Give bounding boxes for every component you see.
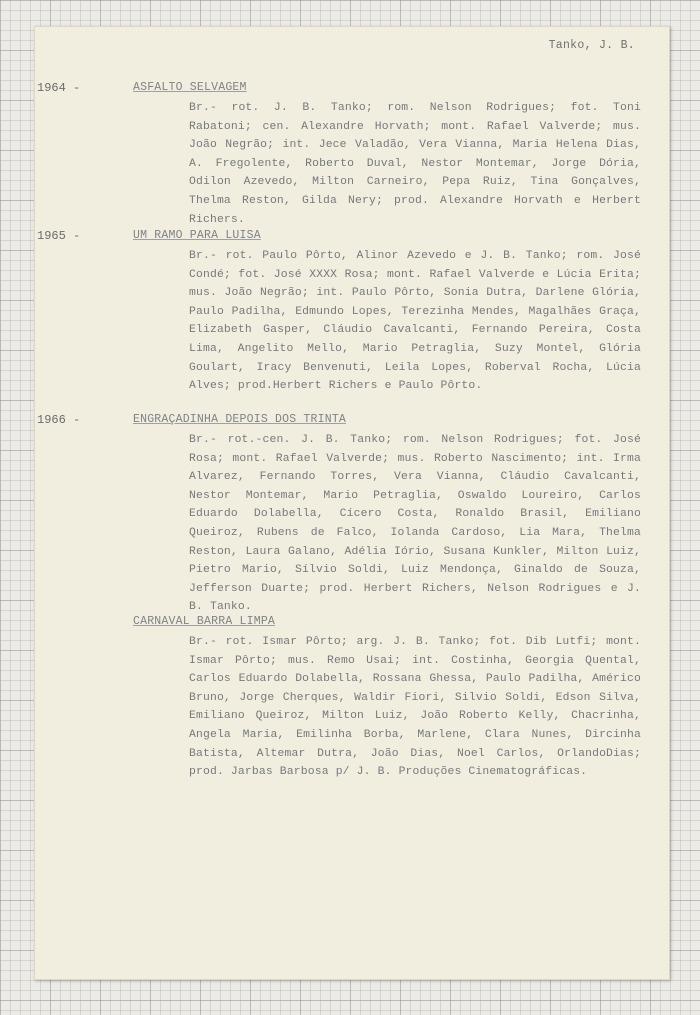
entry-year: 1965 -	[37, 229, 81, 243]
entry-year: 1964 -	[37, 81, 81, 95]
page-header-name: Tanko, J. B.	[548, 39, 635, 52]
entry-credits: Br.- rot. Ismar Pôrto; arg. J. B. Tanko; fot. Dib Lutfi; mont. Ismar Pôrto; mus. Remo Usai; int. Costinha, Georgia Quental, Carlos Eduardo Dolabella, Rossana Ghessa, Paulo Padilha, Américo Bruno, Jorge Cherques, Waldir Fiori, Silvio Soldi, Edson Silva, Emiliano Queiroz, Milton Luiz, João Roberto Kelly, Chacrinha, Angela Maria, Emilinha Borba, Marlene, Clara Nunes, Dircinha Batista, Altemar Dutra, João Dias, Noel Carlos, OrlandoDias; prod. Jarbas Barbosa p/ J. B. Produções Cinematográficas.	[189, 636, 641, 779]
entry-title: CARNAVAL BARRA LIMPA	[133, 615, 276, 628]
entry-credits: Br.- rot. Paulo Pôrto, Alinor Azevedo e J. B. Tanko; rom. José Condé; fot. José XXXX Rosa; mont. Rafael Valverde e Lúcia Erita; mus. João Negrão; int. Paulo Pôrto, Sonia Dutra, Darlene Glória, Paulo Padilha, Edmundo Lopes, Terezinha Mendes, Magalhães Graça, Elizabeth Gasper, Cláudio Cavalcanti, Fernando Pereira, Costa Lima, Angelito Mello, Mario Petraglia, Suzy Montel, Glória Goulart, Iracy Benvenuti, Leila Lopes, Roberval Rocha, Lúcia Alves; prod.Herbert Richers e Paulo Pôrto.	[189, 250, 641, 393]
filmography-entry	[37, 227, 643, 396]
entry-credits: Br.- rot. J. B. Tanko; rom. Nelson Rodrigues; fot. Toni Rabatoni; cen. Alexandre Horvath; mont. Rafael Valverde; mus. João Negrão; int. Jece Valadão, Vera Vianna, Maria Helena Dias, A. Fregolente, Roberto Duval, Nestor Montemar, Jorge Dória, Odilon Azevedo, Milton Carneiro, Pepa Ruiz, Tina Gonçalves, Thelma Reston, Gilda Nery; prod. Alexandre Horvath e Herbert Richers.	[189, 102, 641, 226]
entry-credits: Br.- rot.-cen. J. B. Tanko; rom. Nelson Rodrigues; fot. José Rosa; mont. Rafael Valverde; mus. Roberto Nascimento; int. Irma Alvarez, Fernando Torres, Vera Vianna, Cláudio Cavalcanti, Nestor Montemar, Mario Petraglia, Oswaldo Loureiro, Carlos Eduardo Dolabella, Cícero Costa, Ronaldo Brasil, Emiliano Queiroz, Rubens de Falco, Iolanda Cardoso, Lia Mara, Thelma Reston, Laura Galano, Adélia Iório, Susana Kunkler, Milton Luiz, Pietro Mario, Sílvio Soldi, Luiz Mendonça, Ginaldo de Souza, Jefferson Duarte; prod. Herbert Richers, Nelson Rodrigues e J. B. Tanko.	[189, 434, 641, 614]
entry-title: ENGRAÇADINHA DEPOIS DOS TRINTA	[133, 413, 347, 426]
entry-title: UM RAMO PARA LUISA	[133, 229, 261, 242]
filmography-entry	[37, 79, 643, 229]
filmography-entry	[133, 613, 643, 782]
entry-year: 1966 -	[37, 413, 81, 427]
document-page	[34, 26, 670, 980]
filmography-entry	[37, 411, 643, 617]
entry-title: ASFALTO SELVAGEM	[133, 81, 247, 94]
